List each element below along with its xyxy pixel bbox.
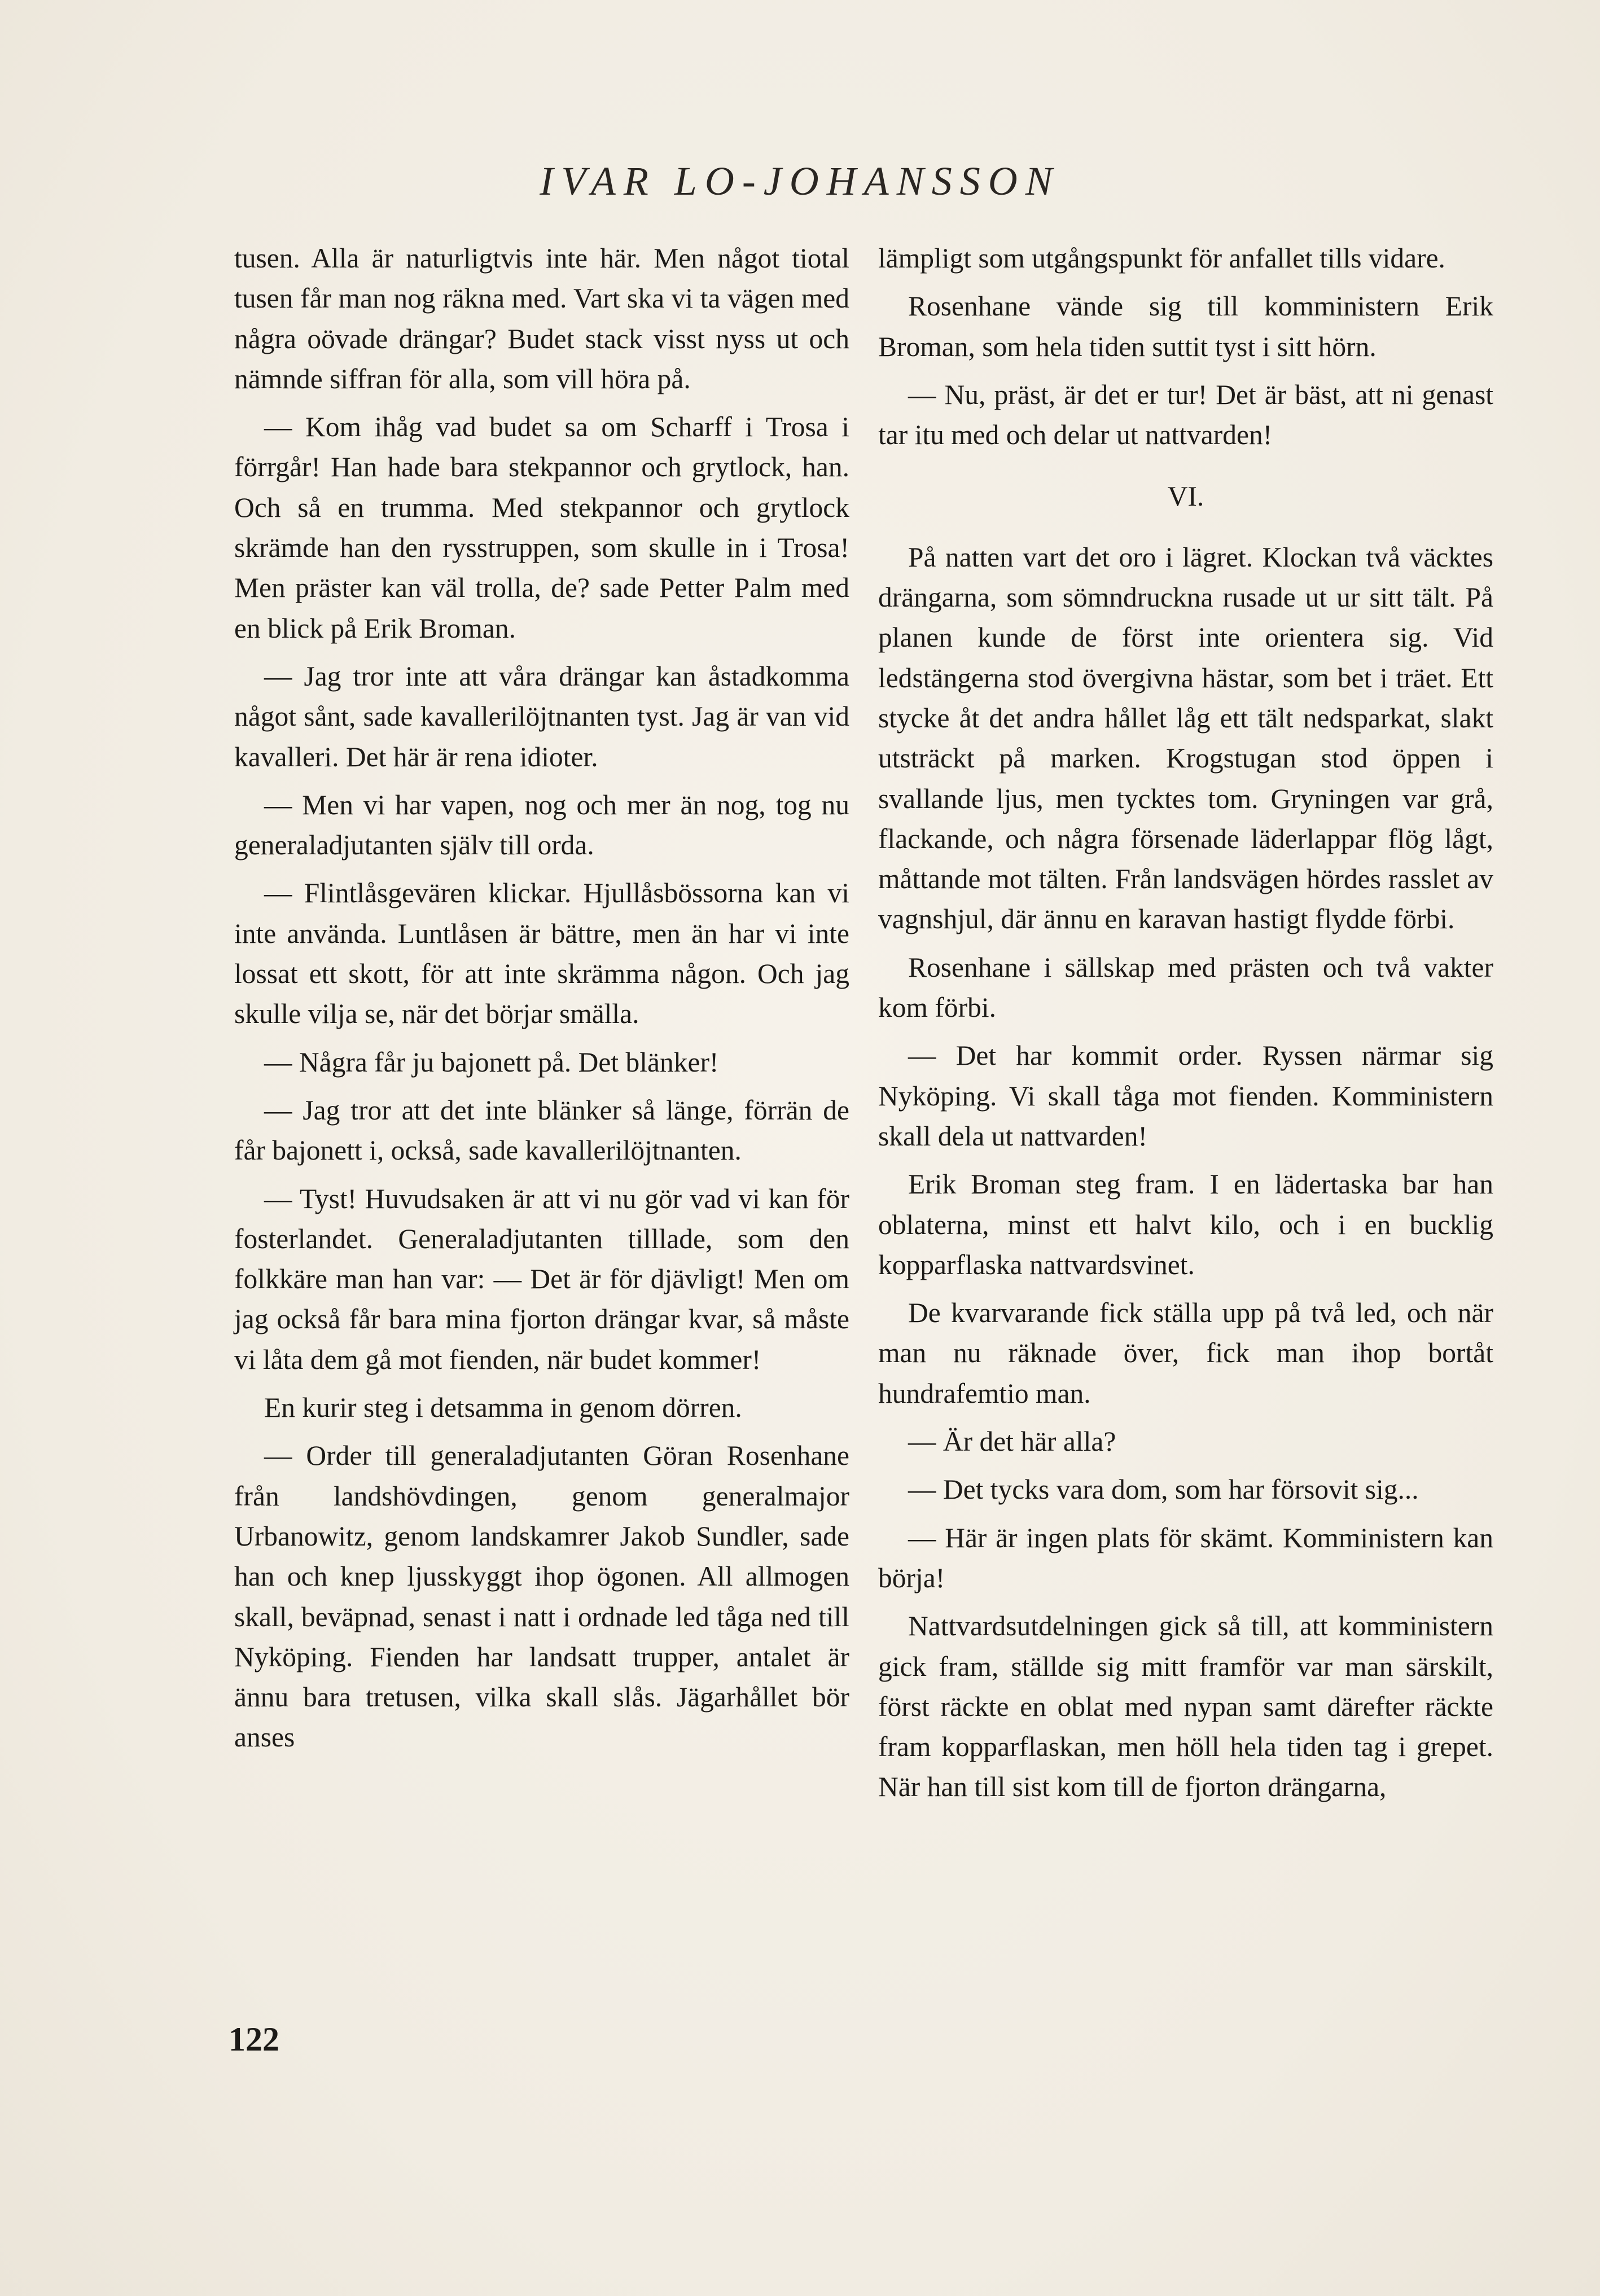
paragraph: Rosenhane vände sig till komministern Erik Broman, som hela tiden suttit tyst i sitt hörn. [878,291,1493,362]
running-head: IVAR LO-JOHANSSON [540,159,1060,204]
paragraph: Nattvardsutdelningen gick så till, att komministern gick fram, ställde sig mitt framför var man särskilt, först räckte en oblat med nypan samt därefter räckte fram kopparflaskan, men höll hela tiden tag i grepet. När han till sist kom till de fjorton drängarna, [878,1610,1493,1803]
left-column [234,238,849,1766]
paragraph: Rosenhane i sällskap med prästen och två vakter kom förbi. [878,951,1493,1024]
paragraph: tusen. Alla är naturligtvis inte här. Men något tiotal tusen får man nog räkna med. Vart ska vi ta vägen med några oövade drängar? Budet stack visst nyss ut och nämnde siffran för alla, som vill höra på. [234,243,849,394]
paragraph: — Det tycks vara dom, som har försovit sig... [908,1474,1419,1505]
right-column [878,238,1493,1815]
paragraph: lämpligt som utgångspunkt för anfallet tills vidare. [878,243,1445,274]
paragraph: — Är det här alla? [908,1426,1116,1458]
paragraph: — Kom ihåg vad budet sa om Scharff i Trosa i förrgår! Han hade bara stekpannor och grytlock, han. Och så en trumma. Med stekpannor och grytlock skrämde han den rysstruppen, som skulle in i Trosa! Men präster kan väl trolla, de? sade Petter Palm med en blick på Erik Broman. [234,411,849,644]
paragraph: — Jag tror inte att våra drängar kan åstadkomma något sånt, sade kavallerilöjtnanten tyst. Jag är van vid kavalleri. Det här är rena idioter. [234,660,849,772]
paragraph: — Order till generaladjutanten Göran Rosenhane från landshövdingen, genom generalmajor Urbanowitz, genom landskamrer Jakob Sundler, sade han och knep ljusskyggt ihop ögonen. All allmogen skall, beväpnad, senast i natt i ordnade led tåga ned till Nyköping. Fienden har landsatt trupper, antalet är ännu bara tretusen, vilka skall slås. Jägarhållet bör anses [234,1440,849,1753]
paragraph: — Jag tror att det inte blänker så länge, förrän de får bajonett i, också, sade kavallerilöjtnanten. [234,1094,849,1166]
paragraph: — Några får ju bajonett på. Det blänker! [264,1046,719,1078]
paragraph: — Här är ingen plats för skämt. Komministern kan börja! [878,1522,1493,1593]
paragraph: — Det har kommit order. Ryssen närmar sig Nyköping. Vi skall tåga mot fienden. Komministern skall dela ut nattvarden! [878,1040,1493,1152]
paragraph: — Tyst! Huvudsaken är att vi nu gör vad vi kan för fosterlandet. Generaladjutanten tilllade, som den folkkäre man han var: — Det är för djävligt! Men om jag också får bara mina fjorton drängar kvar, så måste vi låta dem gå mot fienden, när budet kommer! [234,1183,849,1375]
paragraph: På natten vart det oro i lägret. Klockan två väcktes drängarna, som sömndruckna rusade ut ur sitt tält. På planen kunde de först inte orientera sig. Vid ledstängerna stod övergivna hästar, som bet i träet. Ett stycke åt det andra hållet låg ett tält nedsparkat, slakt utsträckt på marken. Krogstugan stod öppen i svallande ljus, men tycktes tom. Gryningen var grå, flackande, och några försenade läderlappar flög lågt, måttande mot tälten. Från landsvägen hördes rasslet av vagnshjul, där ännu en karavan hastigt flydde förbi. [878,541,1493,935]
paragraph: — Men vi har vapen, nog och mer än nog, tog nu generaladjutanten själv till orda. [234,789,849,861]
page-number: 122 [229,2021,279,2058]
paragraph: Erik Broman steg fram. I en lädertaska bar han oblaterna, minst ett halvt kilo, och i en bucklig kopparflaska nattvardsvinet. [878,1169,1493,1280]
paragraph: — Flintlåsgevären klickar. Hjullåsbössorna kan vi inte använda. Luntlåsen är bättre, men än har vi inte lossat ett skott, för att inte skrämma någon. Och jag skulle vilja se, när det börjar smälla. [234,877,849,1030]
paragraph: En kurir steg i detsamma in genom dörren. [264,1392,742,1424]
paragraph: De kvarvarande fick ställa upp på två led, och när man nu räknade över, fick man ihop bortåt hundrafemtio man. [878,1297,1493,1409]
section-heading: VI. [1167,481,1204,512]
paragraph: — Nu, präst, är det er tur! Det är bäst, att ni genast tar itu med och delar ut nattvarden! [878,379,1493,451]
